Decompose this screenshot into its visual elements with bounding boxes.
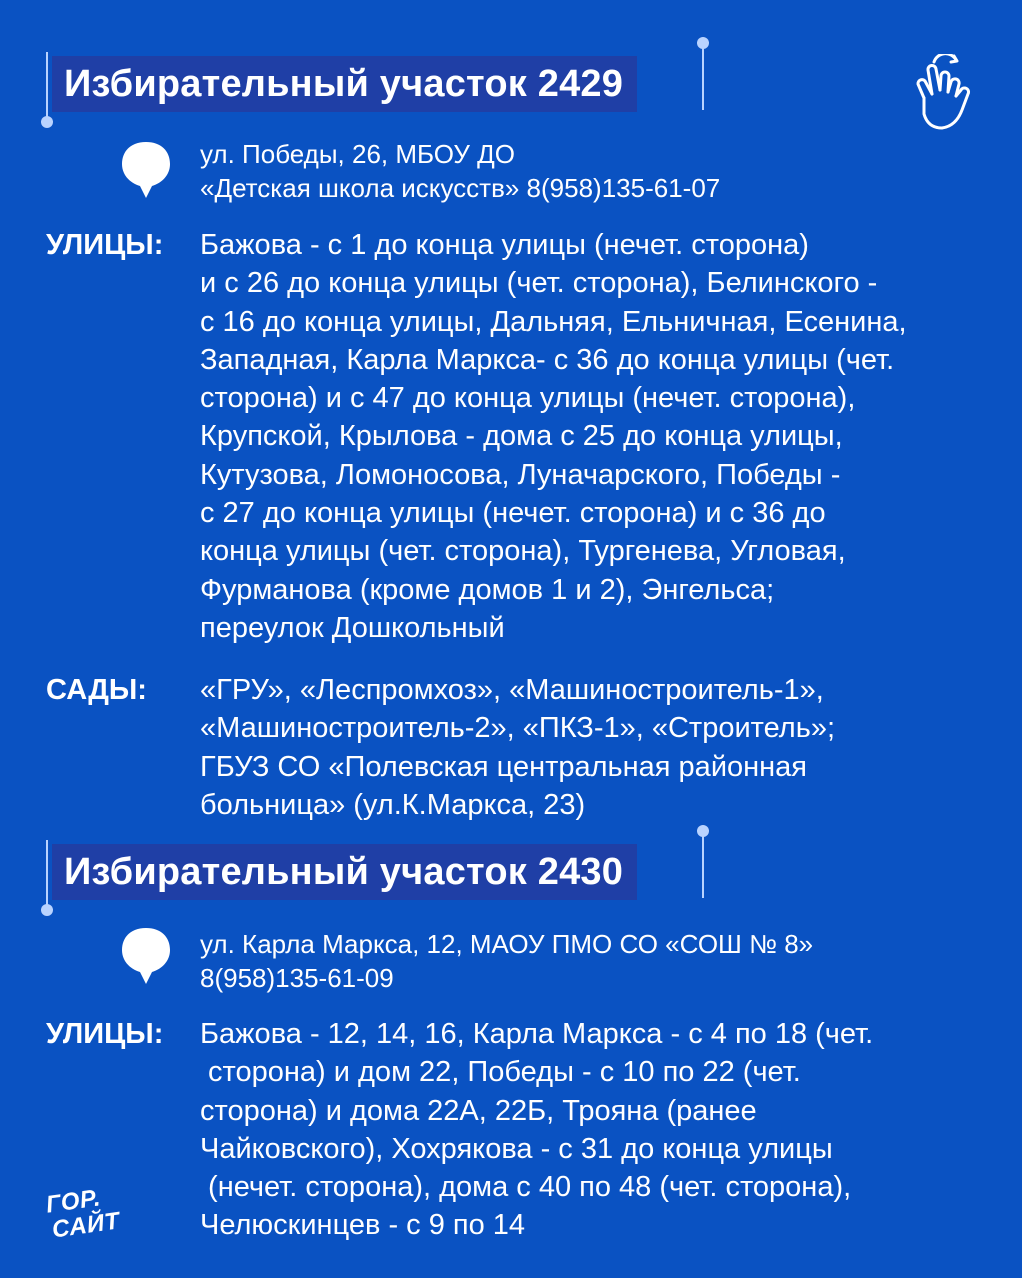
streets-line: и с 26 до конца улицы (чет. сторона), Белинского -: [200, 267, 878, 300]
title-right-accent-dot: [697, 37, 709, 49]
title-left-accent-dot: [41, 116, 53, 128]
gardens-line: ГБУЗ СО «Полевская центральная районная: [200, 750, 808, 783]
address-line: 8(958)135-61-09: [200, 963, 394, 993]
precinct-title: Избирательный участок 2429: [64, 62, 624, 105]
title-left-accent-dot: [41, 904, 53, 916]
gorsait-logo: [38, 1186, 136, 1250]
streets-line: Кутузова, Ломоносова, Луначарского, Победы -: [200, 458, 841, 491]
streets-list: [200, 226, 1004, 647]
precinct-2430-title-block: [44, 830, 714, 914]
logo-line-1: ГОР.: [44, 1184, 103, 1219]
gardens-line: «Машиностроитель-2», «ПКЗ-1», «Строитель»;: [200, 712, 835, 745]
address-line: ул. Карла Маркса, 12, МАОУ ПМО СО «СОШ № 8»: [200, 929, 814, 959]
map-pin-icon: [118, 140, 174, 200]
title-right-accent-line: [702, 42, 704, 110]
streets-line: Крупской, Крылова - дома с 25 до конца улицы,: [200, 420, 843, 453]
streets-line: сторона) и дом 22, Победы - с 10 по 22 (чет.: [200, 1056, 801, 1089]
precinct-address: [200, 137, 720, 205]
precinct-2429-title-block: [44, 42, 714, 126]
title-left-accent-line: [46, 52, 48, 126]
title-left-accent-line: [46, 840, 48, 912]
streets-line: Бажова - с 1 до конца улицы (нечет. сторона): [200, 229, 809, 261]
streets-line: с 27 до конца улицы (нечет. сторона) и с 36 до: [200, 497, 826, 530]
streets-line: Бажова - 12, 14, 16, Карла Маркса - с 4 по 18 (чет.: [200, 1018, 874, 1050]
gardens-label: САДЫ:: [46, 674, 147, 706]
precinct-title: Избирательный участок 2430: [64, 850, 624, 893]
precinct-title-bar: [52, 56, 637, 112]
streets-line: переулок Дошкольный: [200, 611, 505, 644]
gardens-line: «ГРУ», «Леспромхоз», «Машиностроитель-1»,: [200, 674, 824, 706]
streets-line: (нечет. сторона), дома с 40 по 48 (чет. сторона),: [200, 1171, 852, 1204]
streets-line: сторона) и с 47 до конца улицы (нечет. сторона),: [200, 382, 856, 415]
streets-list: [200, 1015, 1004, 1245]
streets-label: УЛИЦЫ:: [46, 229, 164, 261]
gardens-line: больница» (ул.К.Маркса, 23): [200, 788, 586, 821]
title-right-accent-line: [702, 830, 704, 898]
streets-line: Фурманова (кроме домов 1 и 2), Энгельса;: [200, 573, 775, 606]
streets-line: конца улицы (чет. сторона), Тургенева, Угловая,: [200, 535, 846, 568]
map-pin-icon: [118, 926, 174, 986]
title-right-accent-dot: [697, 825, 709, 837]
address-line: ул. Победы, 26, МБОУ ДО: [200, 139, 516, 169]
streets-line: Западная, Карла Маркса- с 36 до конца улицы (чет.: [200, 343, 895, 376]
streets-line: с 16 до конца улицы, Дальняя, Ельничная, Есенина,: [200, 305, 907, 338]
gardens-list: [200, 671, 1004, 824]
precinct-address: [200, 927, 813, 995]
swipe-hand-icon: [910, 54, 974, 136]
streets-line: сторона) и дома 22А, 22Б, Трояна (ранее: [200, 1094, 757, 1127]
logo-line-2: САЙТ: [50, 1207, 122, 1244]
streets-label: УЛИЦЫ:: [46, 1018, 164, 1050]
precinct-title-bar: [52, 844, 637, 900]
streets-line: Чайковского), Хохрякова - с 31 до конца улицы: [200, 1132, 833, 1165]
address-line: «Детская школа искусств» 8(958)135-61-07: [200, 173, 721, 203]
streets-line: Челюскинцев - с 9 по 14: [200, 1209, 526, 1242]
